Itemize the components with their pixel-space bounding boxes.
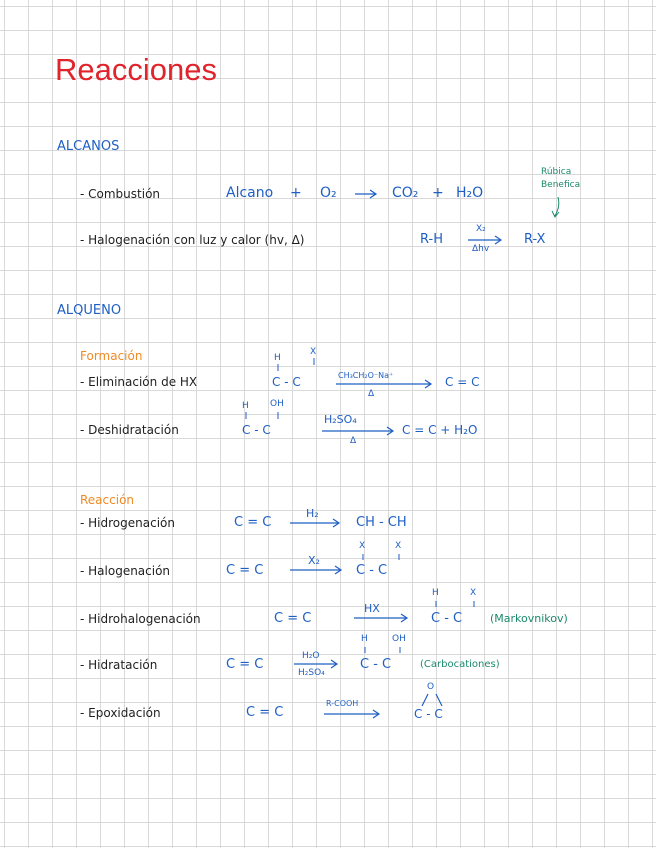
halogenacion-alcano-above: X₂ [476, 224, 486, 234]
deshidratacion-sub-oh: OH [270, 399, 284, 409]
hidrohalogenacion-above: HX [364, 602, 380, 615]
eliminacion-below: Δ [368, 389, 375, 399]
hidratacion-below: H₂SO₄ [298, 668, 325, 678]
combustion-reactant2: O₂ [320, 185, 337, 201]
hidrogenacion-above: H₂ [306, 507, 319, 520]
eliminacion-product: C = C [445, 375, 480, 389]
halogenacion-alcano-below: Δhv [472, 244, 490, 254]
halogenacion-alcano-product: R-X [524, 232, 546, 247]
hidratacion-above: H₂O [302, 651, 320, 661]
eliminacion-sub-h: H [274, 353, 281, 363]
arrow-halogenacion-alcano [468, 236, 501, 244]
halogenacion-alcano-label: - Halogenación con luz y calor (hv, Δ) [80, 233, 305, 247]
hidratacion-note: (Carbocationes) [420, 659, 500, 670]
eliminacion-sub-x: X [310, 347, 317, 357]
hidrohalogenacion-product: C - C [431, 611, 463, 626]
combustion-product2: H₂O [456, 185, 484, 201]
epoxidacion-above: R-COOH [326, 699, 359, 708]
halogenacion-sub-x1: X [359, 541, 366, 551]
hidrogenacion-reactant: C = C [234, 515, 272, 530]
combustion-plus1: + [290, 185, 302, 201]
halogenacion-reactant: C = C [226, 563, 264, 578]
hidratacion-sub-h: H [361, 634, 368, 644]
combustion-reactant1: Alcano [226, 185, 274, 201]
combustion-plus2: + [432, 185, 444, 201]
epoxide-bonds [422, 694, 442, 706]
hidratacion-reactant: C = C [226, 657, 264, 672]
arrow-epoxidacion [324, 710, 379, 718]
note-arrow [552, 197, 559, 217]
hidrohalogenacion-label: - Hidrohalogenación [80, 612, 201, 626]
eliminacion-above: CH₃CH₂O⁻Na⁺ [338, 371, 394, 380]
deshidratacion-label: - Deshidratación [80, 423, 179, 437]
eliminacion-reactant: C - C [272, 375, 301, 389]
halogenacion-product: C - C [356, 563, 388, 578]
hidrogenacion-label: - Hidrogenación [80, 516, 175, 530]
hidratacion-sub-oh: OH [392, 634, 406, 644]
hidratacion-product: C - C [360, 657, 392, 672]
hidrohalogenacion-sub-h: H [432, 588, 439, 598]
combustion-note-2: Benefica [541, 180, 581, 190]
arrow-eliminacion [336, 380, 431, 388]
arrow-halogenacion [290, 566, 341, 574]
halogenacion-above: X₂ [308, 554, 320, 567]
eliminacion-label: - Eliminación de HX [80, 375, 198, 389]
combustion-label: - Combustión [80, 187, 161, 201]
epoxidacion-label: - Epoxidación [80, 706, 161, 720]
epoxidacion-reactant: C = C [246, 705, 284, 720]
halogenacion-sub-x2: X [395, 541, 402, 551]
combustion-note-1: Rúbica [541, 167, 572, 177]
epoxidacion-product: C - C [414, 707, 443, 721]
arrow-deshidratacion [322, 427, 393, 435]
hidratacion-label: - Hidratación [80, 658, 158, 672]
formacion-heading: Formación [80, 349, 143, 363]
deshidratacion-below: Δ [350, 436, 357, 446]
alqueno-heading: ALQUENO [57, 303, 122, 318]
halogenacion-label: - Halogenación [80, 564, 171, 578]
deshidratacion-above: H₂SO₄ [324, 413, 357, 426]
alcanos-heading: ALCANOS [57, 139, 120, 154]
hidrohalogenacion-reactant: C = C [274, 611, 312, 626]
deshidratacion-product: C = C + H₂O [402, 423, 478, 437]
reaccion-heading: Reacción [80, 493, 135, 507]
arrow-hidrohalogenacion [354, 614, 407, 622]
deshidratacion-reactant: C - C [242, 423, 271, 437]
epoxidacion-sub-o: O [427, 682, 435, 692]
combustion-product1: CO₂ [392, 185, 419, 201]
halogenacion-alcano-reactant: R-H [420, 232, 443, 247]
combustion-arrow [352, 188, 353, 189]
hidrohalogenacion-note: (Markovnikov) [490, 612, 568, 625]
hidrogenacion-product: CH - CH [356, 515, 407, 530]
deshidratacion-sub-h: H [242, 401, 249, 411]
hidrohalogenacion-sub-x: X [470, 588, 477, 598]
arrow-hidratacion [294, 660, 337, 668]
arrow-combustion [355, 190, 376, 198]
arrow-hidrogenacion [290, 519, 339, 527]
page-title: Reacciones [55, 52, 217, 87]
